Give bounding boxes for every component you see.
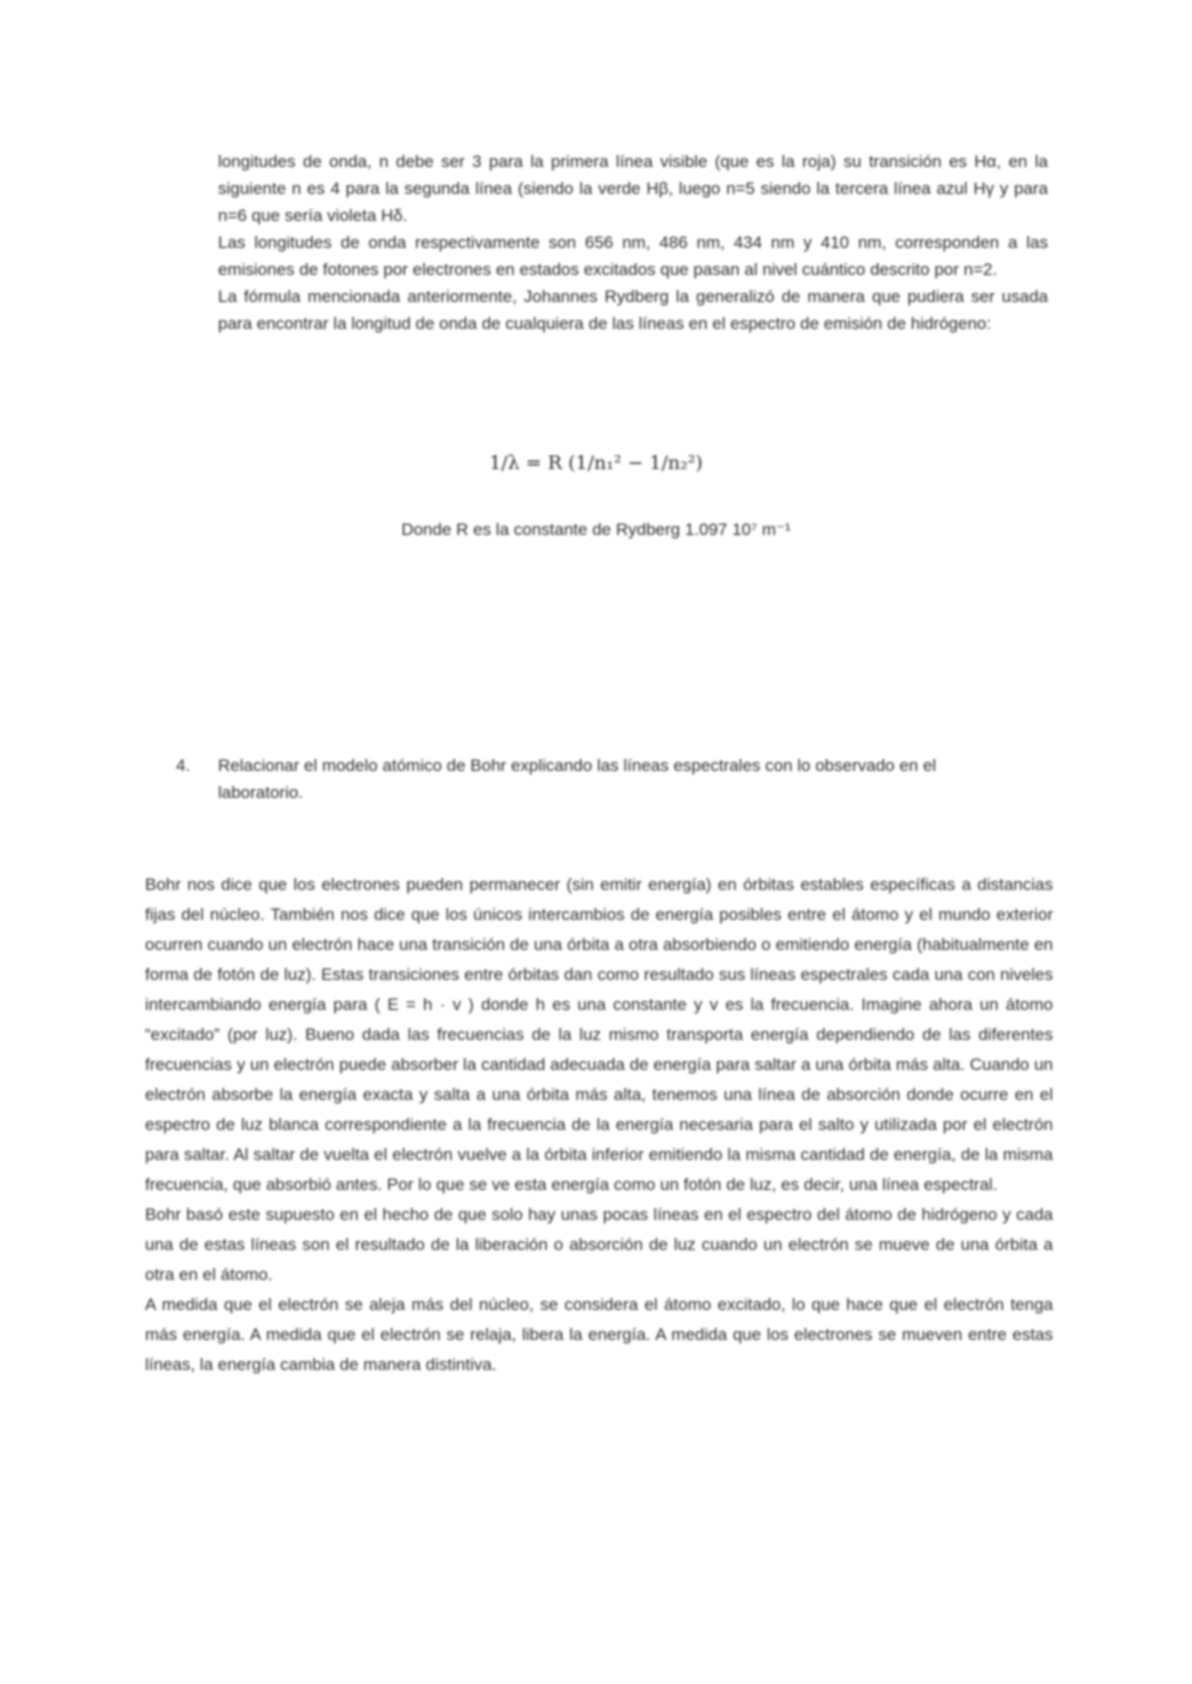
paragraph: La fórmula mencionada anteriormente, Johannes Rydberg la generalizó de manera que pudiera ser usada para encontrar la longitud de onda de cualquiera de las líneas en el espectro de emisión de hidrógeno: — [218, 287, 1048, 333]
paragraph: Bohr basó este supuesto en el hecho de que solo hay unas pocas líneas en el espectro del átomo de hidrógeno y cada una de estas líneas son el resultado de la liberación o absorción de luz cuando un electrón se mueve de una órbita a otra en el átomo. — [145, 1205, 1053, 1284]
continued-text-section — [218, 148, 1048, 337]
question-text: Relacionar el modelo atómico de Bohr explicando las líneas espectrales con lo observado en el laboratorio. — [218, 756, 937, 802]
paragraph: A medida que el electrón se aleja más del núcleo, se considera el átomo excitado, lo que hace que el electrón tenga más energía. A medida que el electrón se relaja, libera la energía. A medida que los electrones se mueven entre estas líneas, la energía cambia de manera distintiva. — [145, 1295, 1053, 1374]
paragraph: Bohr nos dice que los electrones pueden permanecer (sin emitir energía) en órbitas estables específicas a distancias fijas del núcleo. También nos dice que los únicos intercambios de energía posibles entre el átomo y el mundo exterior ocurren cuando un electrón hace una transición de una órbita a otra absorbiendo o emitiendo energía (habitualmente en forma de fotón de luz). Estas transiciones entre órbitas dan como resultado sus líneas espectrales cada una con niveles intercambiando energía para ( E = h · v ) donde h es una constante y v es la frecuencia. Imagine ahora un átomo “excitado” (por luz). Bueno dada las frecuencias de la luz mismo transporta energía dependiendo de las diferentes frecuencias y un electrón puede absorber la cantidad adecuada de energía para saltar a una órbita más alta. Cuando un electrón absorbe la energía exacta y salta a una órbita más alta, tenemos una línea de absorción donde ocurre en el espectro de luz blanca correspondiente a la frecuencia de la energía necesaria para el salto y utilizada por el electrón para saltar. Al saltar de vuelta el electrón vuelve a la órbita inferior emitiendo la misma cantidad de energía, de la misma frecuencia, que absorbió antes. Por lo que se ve esta energía como un fotón de luz, es decir, una línea espectral. — [145, 875, 1053, 1194]
formula-caption: Donde R es la constante de Rydberg 1.097 10⁷ m⁻¹ — [401, 520, 791, 539]
paragraph: Las longitudes de onda respectivamente son 656 nm, 486 nm, 434 nm y 410 nm, corresponden a las emisiones de fotones por electrones en estados excitados que pasan al nivel cuántico descrito por n=2. — [218, 233, 1048, 279]
paragraph: longitudes de onda, n debe ser 3 para la primera línea visible (que es la roja) su transición es Hα, en la siguiente n es 4 para la segunda línea (siendo la verde Hβ, luego n=5 siendo la tercera línea azul Hγ y para n=6 que sería violeta Hδ. — [218, 152, 1048, 225]
question-item — [176, 752, 996, 806]
question-number: 4. — [176, 756, 191, 775]
rydberg-formula: 1/λ = R (1/n₁² − 1/n₂²) — [489, 452, 703, 474]
answer-text-section — [145, 870, 1053, 1380]
